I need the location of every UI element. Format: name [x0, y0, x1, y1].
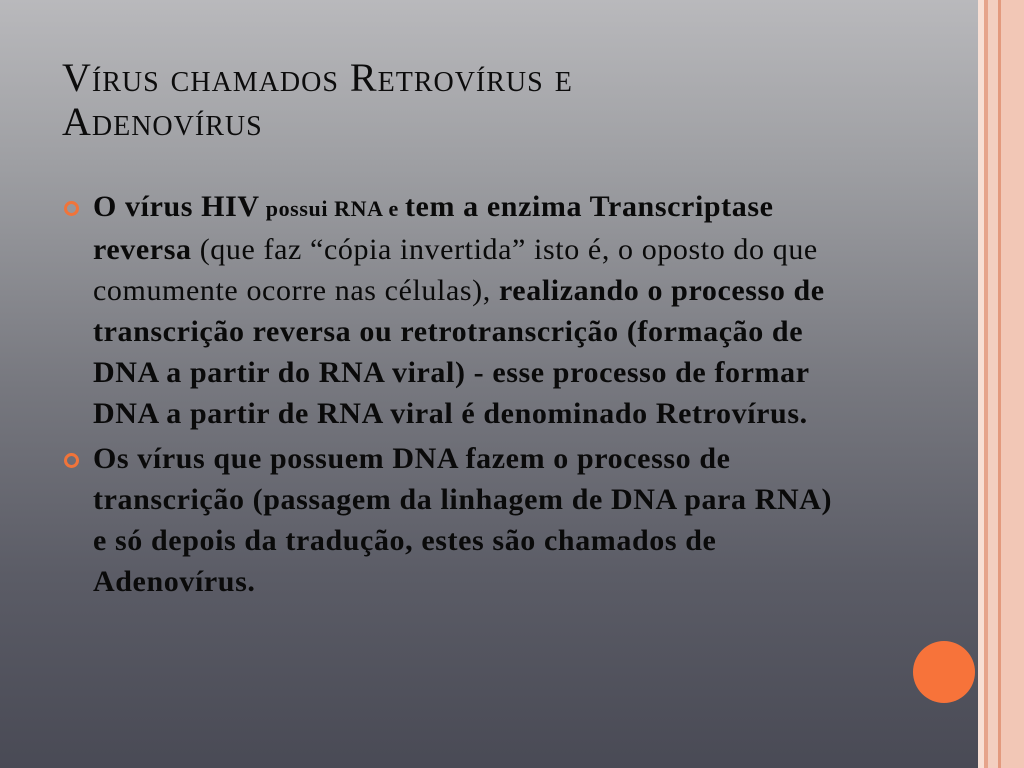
slide-title-line-1: Vírus chamados Retrovírus e [62, 55, 573, 100]
bullet-ring-icon [64, 201, 79, 216]
bullet-text: O vírus [93, 190, 202, 223]
bullet-text: Os vírus que possuem DNA fazem o processo de [93, 442, 731, 475]
decorative-circle [913, 641, 975, 703]
bullet-ring-icon [64, 453, 79, 468]
bullet-text-emphasis: transcrição [93, 483, 245, 516]
bullet-text-emphasis: Retrovírus. [655, 397, 808, 430]
slide-title [62, 56, 942, 144]
bullet-text: tem a enzima Transcriptase reversa [93, 190, 774, 266]
bullet-item-adenovirus [62, 438, 852, 602]
bullet-list [62, 186, 852, 606]
slide-title-line-2: Adenovírus [62, 99, 263, 144]
bullet-text-small: possui RNA e [259, 196, 405, 221]
bullet-text: realizando o processo de transcrição reversa ou retrotranscrição (formação de DNA a partir do RNA viral) - esse processo de formar DNA a partir de RNA viral é denominado [93, 274, 825, 430]
bullet-item-retrovirus [62, 186, 852, 434]
bullet-text-emphasis: Adenovírus. [93, 565, 256, 598]
decorative-stripe [988, 0, 998, 768]
bullet-text-regular: (que faz “cópia invertida” isto é, o oposto do que comumente ocorre nas células), [93, 233, 818, 307]
bullet-text: (passagem da linhagem de DNA para RNA) e só depois da tradução, estes são chamados de [93, 483, 833, 557]
decorative-stripe [1001, 0, 1024, 768]
bullet-text-emphasis: HIV [201, 190, 260, 223]
